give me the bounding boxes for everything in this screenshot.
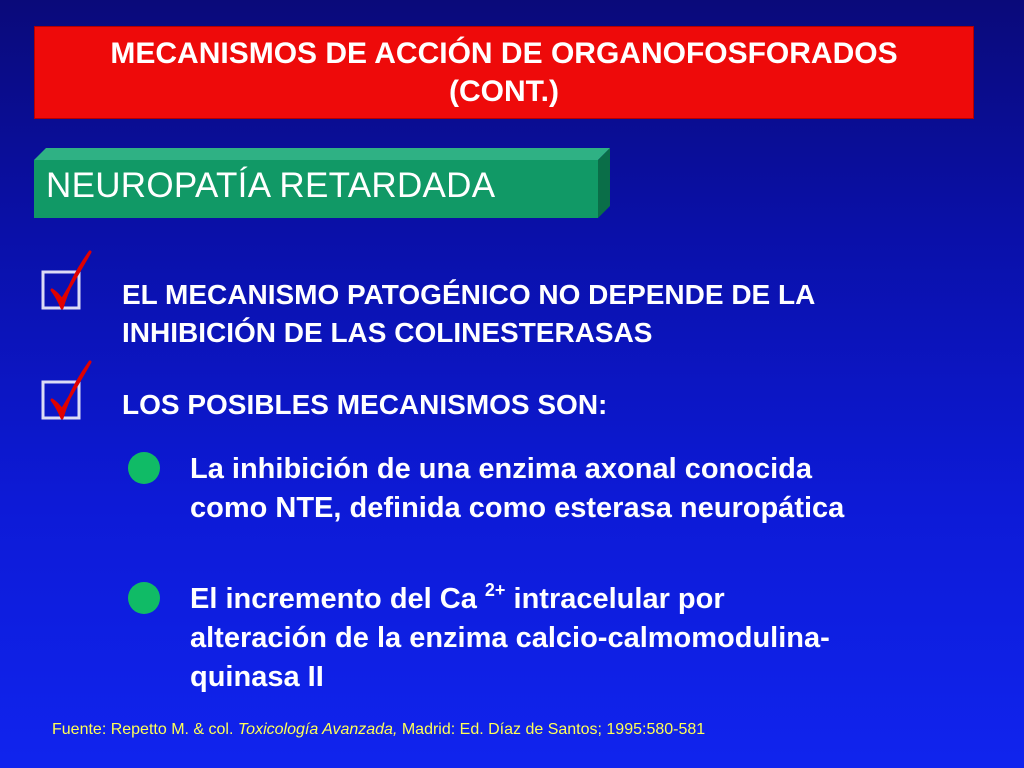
section-header [34,148,614,220]
bullet-2-text [122,386,607,424]
sub-bullet-1-line1: La inhibición de una enzima axonal conocida [190,453,812,485]
green-dot-bullet-icon [128,452,160,484]
sub-bullet-1-line2: como NTE, definida como esterasa neuropática [190,492,845,524]
sub-bullet-2-line2: alteración de la enzima calcio-calmomodulina- [190,622,830,654]
checkbox-checked-icon [40,360,96,430]
checkbox-checked-icon [40,250,96,320]
slide-title-line2: (CONT.) [449,74,559,108]
source-citation [52,721,705,739]
calcium-charge-superscript: 2+ [484,580,506,600]
sub-bullet-2-text [190,580,830,697]
slide-title-line1: MECANISMOS DE ACCIÓN DE ORGANOFOSFORADOS [110,36,898,70]
source-prefix: Fuente: Repetto M. & col. [52,721,238,738]
sub-bullet-2-line1-pre: El incremento del Ca [190,583,485,615]
bullet-1-line2: INHIBICIÓN DE LAS COLINESTERASAS [122,317,653,348]
bullet-1-line1: EL MECANISMO PATOGÉNICO NO DEPENDE DE LA [122,279,816,310]
section-header-label: NEUROPATÍA RETARDADA [46,166,496,205]
bullet-2-line1: LOS POSIBLES MECANISMOS SON: [122,389,608,420]
source-suffix: Madrid: Ed. Díaz de Santos; 1995:580-581 [397,721,706,738]
bullet-1-text [122,276,815,352]
source-book-title: Toxicología Avanzada, [237,721,398,738]
slide-title-box [34,26,974,119]
sub-bullet-2-line1-post: intracelular por [505,583,725,615]
green-dot-bullet-icon [128,582,160,614]
sub-bullet-2-line1 [190,580,830,619]
sub-bullet-1-text [190,450,844,528]
sub-bullet-2-line3: quinasa II [190,661,324,693]
